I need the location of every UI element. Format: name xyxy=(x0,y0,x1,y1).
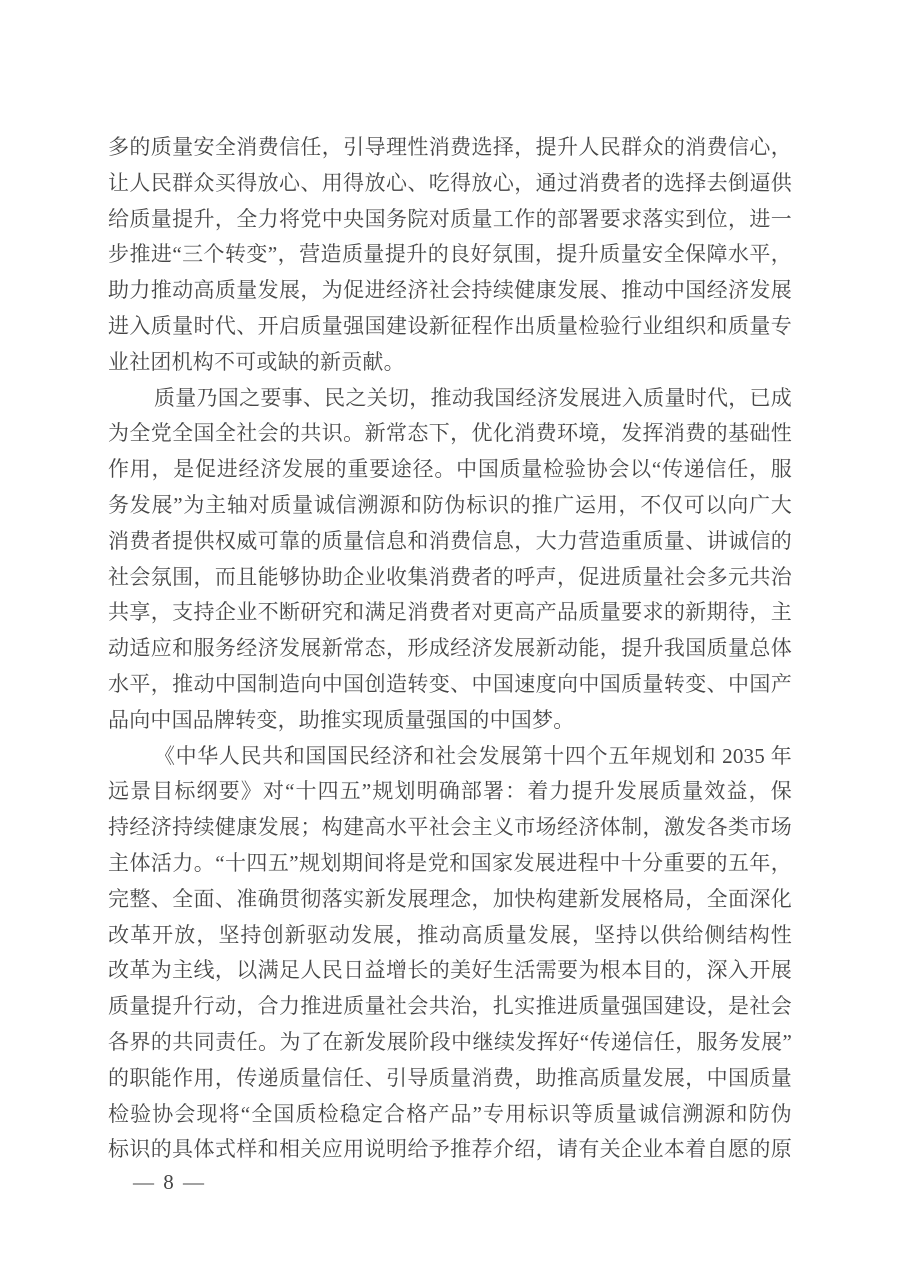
text-line: 多的质量安全消费信任，引导理性消费选择，提升人民群众的消费信心， xyxy=(108,135,792,159)
text-line: 业社团机构不可或缺的新贡献。 xyxy=(108,349,405,374)
text-line: 务发展”为主轴对质量诚信溯源和防伪标识的推广运用，不仅可以向广大 xyxy=(108,492,792,517)
text-line: 改革为主线，以满足人民日益增长的美好生活需要为根本目的，深入开展 xyxy=(108,958,792,983)
text-line: 持经济持续健康发展；构建高水平社会主义市场经济体制，激发各类市场 xyxy=(108,815,792,840)
text-line: 消费者提供权威可靠的质量信息和消费信息，大力营造重质量、讲诚信的 xyxy=(108,528,792,553)
text-line: 水平，推动中国制造向中国创造转变、中国速度向中国质量转变、中国产 xyxy=(108,671,792,696)
text-line: 质量乃国之要事、民之关切，推动我国经济发展进入质量时代，已成 xyxy=(154,385,792,410)
text-line: 各界的共同责任。为了在新发展阶段中继续发挥好“传递信任，服务发展” xyxy=(108,1029,792,1054)
text-line: 作用，是促进经济发展的重要途径。中国质量检验协会以“传递信任，服 xyxy=(108,457,792,482)
page-number: — 8 — xyxy=(133,1170,206,1194)
text-line: 进入质量时代、开启质量强国建设新征程作出质量检验行业组织和质量专 xyxy=(108,313,792,338)
text-line: 标识的具体式样和相关应用说明给予推荐介绍，请有关企业本着自愿的原 xyxy=(108,1137,792,1162)
document-body xyxy=(108,130,792,1168)
text-line: 助力推动高质量发展，为促进经济社会持续健康发展、推动中国经济发展 xyxy=(108,278,792,303)
text-line: 改革开放，坚持创新驱动发展，推动高质量发展，坚持以供给侧结构性 xyxy=(108,922,792,947)
text-line: 品向中国品牌转变，助推实现质量强国的中国梦。 xyxy=(108,707,575,732)
text-line: 步推进“三个转变”，营造质量提升的良好氛围，提升质量安全保障水平， xyxy=(108,242,792,267)
text-line: 让人民群众买得放心、用得放心、吃得放心，通过消费者的选择去倒逼供 xyxy=(108,170,792,195)
text-line: 动适应和服务经济发展新常态，形成经济发展新动能，提升我国质量总体 xyxy=(108,636,792,661)
text-line: 《中华人民共和国国民经济和社会发展第十四个五年规划和 2035 年 xyxy=(154,743,792,768)
text-line: 社会氛围，而且能够协助企业收集消费者的呼声，促进质量社会多元共治 xyxy=(108,564,792,589)
text-line: 的职能作用，传递质量信任、引导质量消费，助推高质量发展，中国质量 xyxy=(108,1065,792,1090)
text-line: 共享，支持企业不断研究和满足消费者对更高产品质量要求的新期待，主 xyxy=(108,600,792,625)
text-line: 检验协会现将“全国质检稳定合格产品”专用标识等质量诚信溯源和防伪 xyxy=(108,1101,792,1126)
text-line: 为全党全国全社会的共识。新常态下，优化消费环境，发挥消费的基础性 xyxy=(108,421,792,446)
text-line: 远景目标纲要》对“十四五”规划明确部署：着力提升发展质量效益，保 xyxy=(108,779,792,804)
text-line: 完整、全面、准确贯彻落实新发展理念，加快构建新发展格局，全面深化 xyxy=(108,886,792,911)
text-line: 主体活力。“十四五”规划期间将是党和国家发展进程中十分重要的五年， xyxy=(108,850,792,875)
text-line: 质量提升行动，合力推进质量社会共治，扎实推进质量强国建设，是社会 xyxy=(108,994,792,1019)
text-line: 给质量提升，全力将党中央国务院对质量工作的部署要求落实到位，进一 xyxy=(108,206,792,231)
